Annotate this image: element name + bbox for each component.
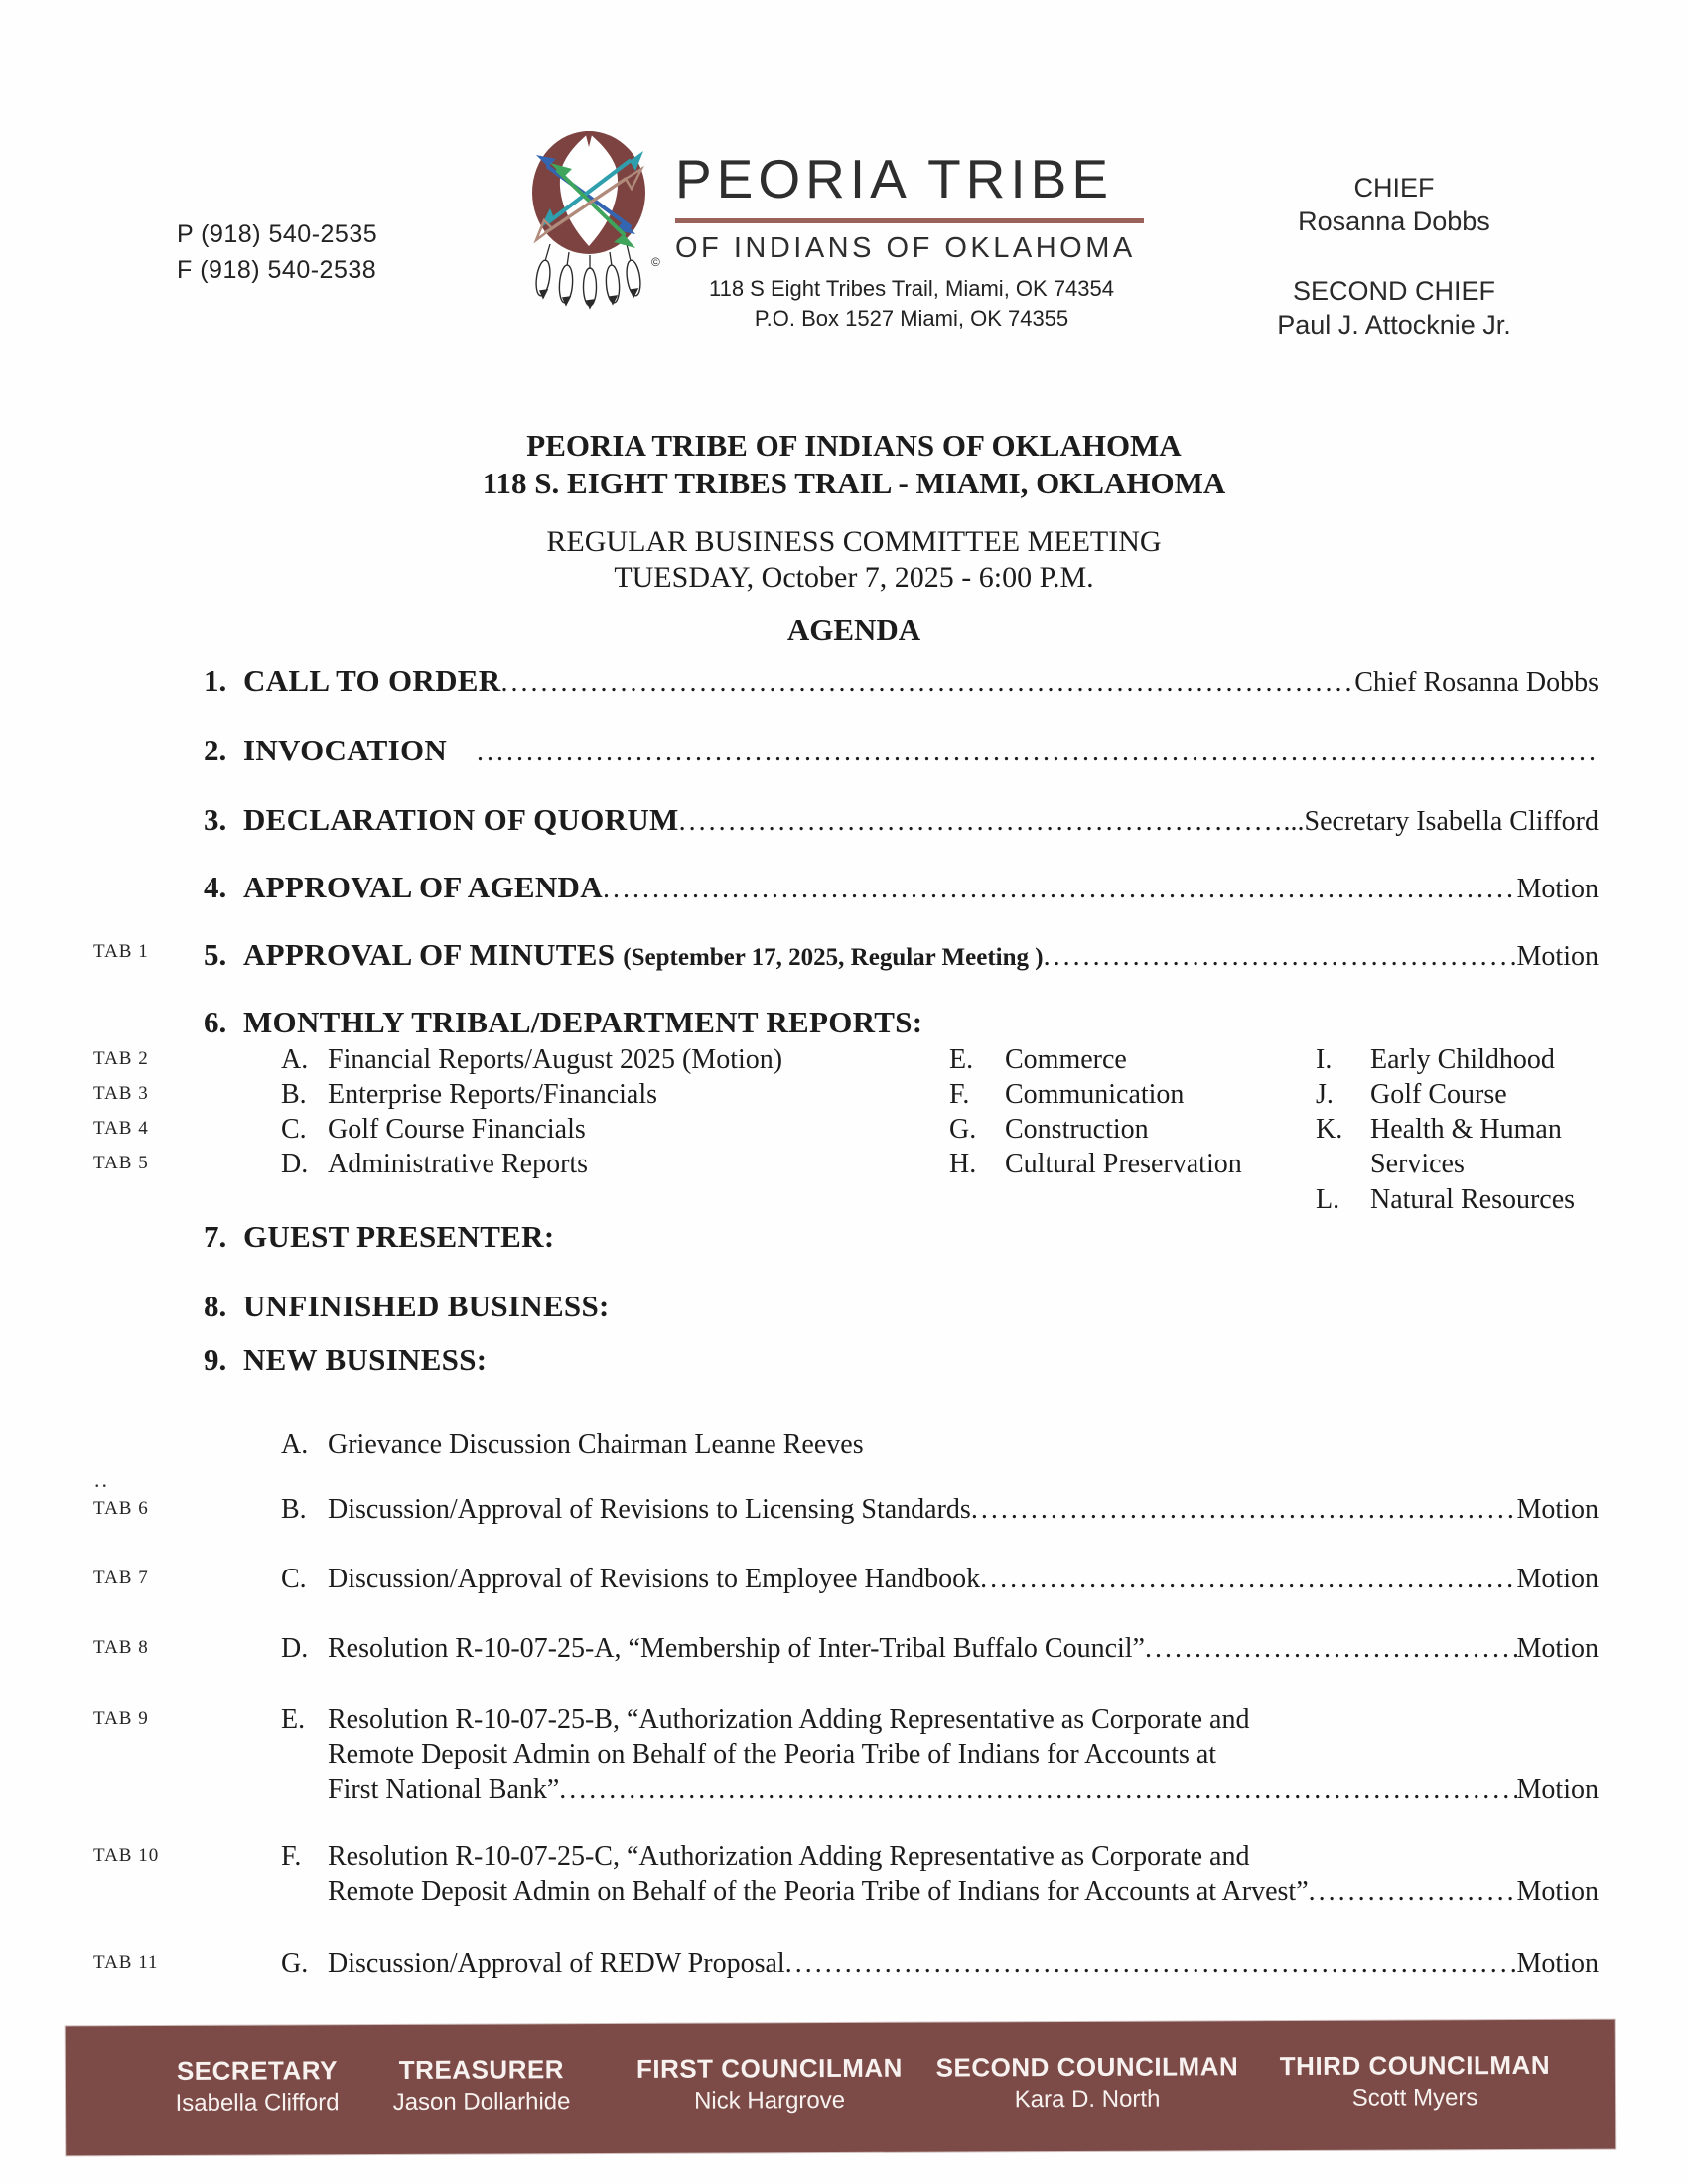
new-business-item-f [281, 1842, 1599, 1873]
item-number: 3. [204, 802, 227, 837]
subitem-text-line2: Remote Deposit Admin on Behalf of the Peoria Tribe of Indians for Accounts at Arvest” [328, 1876, 1309, 1907]
subitem-text: Discussion/Approval of Revisions to Licensing Standards [328, 1494, 971, 1525]
report-letter: L. [1316, 1184, 1340, 1215]
subitem-text: Resolution R-10-07-25-A, “Membership of Inter-Tribal Buffalo Council” [328, 1633, 1145, 1664]
officer-name: Jason Dollarhide [392, 2088, 571, 2116]
officer-title: THIRD COUNCILMAN [1279, 2049, 1551, 2082]
item-title: MONTHLY TRIBAL/DEPARTMENT REPORTS: [243, 1005, 923, 1039]
new-business-item-g [281, 1948, 1599, 1979]
report-name: Commerce [1005, 1044, 1127, 1075]
officer-third-councilman [1280, 2048, 1551, 2115]
dot-leader [1044, 941, 1517, 973]
officer-second-councilman [936, 2049, 1239, 2116]
officer-first-councilman [636, 2051, 903, 2117]
report-name: Golf Course [1370, 1079, 1507, 1110]
tab-label-1: TAB 1 [93, 941, 149, 962]
item-assignee: Motion [1516, 1494, 1599, 1525]
tab-label-5: TAB 5 [93, 1153, 149, 1173]
tab-label-4: TAB 4 [93, 1118, 149, 1139]
report-letter: G. [949, 1114, 977, 1145]
dot-leader [500, 667, 1354, 699]
reports-row-4 [204, 1149, 1599, 1184]
chief-title: CHIEF [1353, 173, 1435, 203]
doc-title-line1: PEORIA TRIBE OF INDIANS OF OKLAHOMA [526, 428, 1182, 463]
agenda-item-3 [204, 802, 1599, 838]
item-title: APPROVAL OF MINUTES [243, 937, 616, 972]
tab-label-8: TAB 8 [93, 1637, 149, 1658]
document-title-block [10, 427, 1688, 502]
feathers [534, 259, 642, 308]
item-number: 2. [204, 733, 227, 767]
item-assignee: Motion [1516, 1633, 1599, 1664]
item-assignee: Motion [1516, 941, 1599, 972]
doc-title-line2: 118 S. EIGHT TRIBES TRAIL - MIAMI, OKLAHOMA [482, 466, 1226, 500]
report-letter: B. [281, 1079, 307, 1110]
item-number: 6. [204, 1005, 227, 1039]
item-number: 5. [204, 937, 227, 972]
report-name: Enterprise Reports/Financials [328, 1079, 658, 1110]
item-subtitle: (September 17, 2025, Regular Meeting ) [623, 944, 1044, 971]
tribe-subtitle: OF INDIANS OF OKLAHOMA [675, 232, 1136, 264]
item-title: CALL TO ORDER [243, 663, 501, 698]
officer-title: TREASURER [398, 2054, 565, 2085]
item-title: GUEST PRESENTER: [243, 1219, 555, 1254]
officer-name: Nick Hargrove [693, 2086, 846, 2115]
meeting-datetime: TUESDAY, October 7, 2025 - 6:00 P.M. [614, 561, 1094, 594]
item-assignee: Chief Rosanna Dobbs [1354, 667, 1599, 698]
dot-leader [1309, 1876, 1517, 1908]
subitem-letter: D. [281, 1633, 309, 1664]
second-chief-name: Paul J. Attocknie Jr. [1277, 310, 1511, 340]
new-business-item-c [281, 1564, 1599, 1595]
report-letter: A. [281, 1044, 309, 1075]
officer-treasurer [392, 2052, 570, 2118]
report-name: Cultural Preservation [1005, 1149, 1242, 1179]
item-number: 9. [204, 1342, 227, 1377]
subitem-text: Discussion/Approval of Revisions to Employee Handbook [328, 1564, 981, 1594]
item-assignee: Motion [1516, 1564, 1599, 1594]
item-assignee: Motion [1516, 1876, 1599, 1907]
reports-row-2 [204, 1079, 1599, 1115]
item-assignee: Motion [1516, 874, 1599, 904]
agenda-item-4 [204, 870, 1599, 905]
report-letter: E. [949, 1044, 974, 1075]
tab-label-10: TAB 10 [93, 1845, 160, 1866]
item-title: INVOCATION [243, 733, 448, 767]
reports-row-1 [204, 1044, 1599, 1080]
new-business-item-b [281, 1494, 1599, 1526]
item-assignee: ...Secretary Isabella Clifford [1283, 806, 1599, 837]
subitem-letter: G. [281, 1948, 309, 1979]
new-business-item-a [281, 1430, 1599, 1461]
report-letter: H. [949, 1149, 977, 1179]
officer-name: Kara D. North [1014, 2085, 1161, 2114]
item-number: 4. [204, 870, 227, 904]
agenda-heading: AGENDA [786, 613, 921, 647]
wordmark-divider [675, 218, 1144, 223]
tab-label-7: TAB 7 [93, 1568, 149, 1588]
officer-title: SECOND COUNCILMAN [935, 2051, 1239, 2083]
agenda-item-8 [204, 1289, 1599, 1324]
officers-footer-band [66, 2020, 1616, 2156]
agenda-item-2 [204, 733, 1599, 768]
item-number: 8. [204, 1289, 227, 1323]
report-name: Golf Course Financials [328, 1114, 586, 1145]
dot-leader [477, 737, 1599, 768]
subitem-text-line3: First National Bank” [328, 1774, 560, 1805]
report-name: Financial Reports/August 2025 (Motion) [328, 1044, 783, 1075]
tab-label-9: TAB 9 [93, 1708, 149, 1729]
report-name: Early Childhood [1370, 1044, 1555, 1075]
subitem-letter: E. [281, 1705, 306, 1735]
report-letter: C. [281, 1114, 307, 1145]
subitem-text-line1: Resolution R-10-07-25-B, “Authorization Adding Representative as Corporate and [328, 1705, 1250, 1735]
tab-label-11: TAB 11 [93, 1952, 159, 1973]
report-name: Health & Human [1370, 1114, 1562, 1145]
subitem-letter: F. [281, 1842, 302, 1872]
subitem-letter: A. [281, 1430, 309, 1460]
peoria-tribe-seal-icon [512, 117, 701, 326]
dot-leader [679, 806, 1284, 838]
street-address: 118 S Eight Tribes Trail, Miami, OK 74354 [709, 276, 1114, 301]
report-letter: D. [281, 1149, 309, 1179]
dot-leader [1145, 1633, 1517, 1665]
report-letter: I. [1316, 1044, 1333, 1075]
item-title: UNFINISHED BUSINESS: [243, 1289, 610, 1323]
copyright-mark: © [651, 255, 660, 269]
subitem-letter: B. [281, 1494, 307, 1525]
dot-leader [980, 1564, 1516, 1595]
report-name: Construction [1005, 1114, 1149, 1145]
report-name: Services [1370, 1149, 1465, 1179]
reports-row-3 [204, 1114, 1599, 1150]
agenda-item-6 [204, 1005, 1599, 1040]
subitem-text-line2: Remote Deposit Admin on Behalf of the Peoria Tribe of Indians for Accounts at [328, 1739, 1217, 1770]
second-chief-title: SECOND CHIEF [1292, 276, 1496, 306]
report-name: Natural Resources [1370, 1184, 1576, 1215]
chief-name: Rosanna Dobbs [1298, 206, 1490, 236]
new-business-item-e-line3 [328, 1774, 1599, 1806]
phone-number: P (918) 540-2535 [177, 220, 378, 248]
item-assignee: Motion [1516, 1774, 1599, 1805]
report-name: Communication [1005, 1079, 1185, 1110]
dot-leader [785, 1948, 1517, 1979]
agenda-item-9 [204, 1342, 1599, 1378]
po-box-address: P.O. Box 1527 Miami, OK 74355 [754, 306, 1069, 331]
new-business-item-e-line2 [328, 1739, 1599, 1771]
item-title: NEW BUSINESS: [243, 1342, 488, 1377]
reports-row-5 [204, 1184, 1599, 1220]
letterhead-wordmark [675, 147, 1148, 334]
tab-label-6: TAB 6 [93, 1498, 149, 1519]
agenda-item-7 [204, 1219, 1599, 1255]
meeting-info-block [10, 524, 1688, 596]
subitem-letter: C. [281, 1564, 307, 1594]
report-name: Administrative Reports [328, 1149, 589, 1179]
dot-leader [971, 1494, 1517, 1526]
subitem-text: Discussion/Approval of REDW Proposal [328, 1948, 785, 1979]
item-title: APPROVAL OF AGENDA [243, 870, 603, 904]
report-letter: J. [1316, 1079, 1334, 1110]
meeting-type: REGULAR BUSINESS COMMITTEE MEETING [546, 525, 1162, 558]
agenda-item-1 [204, 663, 1599, 699]
new-business-item-f-line2 [328, 1876, 1599, 1908]
fax-number: F (918) 540-2538 [177, 256, 377, 284]
chiefs-block [1277, 171, 1511, 341]
dot-leader [603, 874, 1517, 905]
officer-name: Isabella Clifford [175, 2089, 340, 2116]
item-number: 7. [204, 1219, 227, 1254]
subitem-text-line1: Resolution R-10-07-25-C, “Authorization Adding Representative as Corporate and [328, 1842, 1250, 1872]
officer-secretary [175, 2053, 339, 2119]
officer-name: Scott Myers [1351, 2084, 1478, 2112]
new-business-item-e [281, 1705, 1599, 1736]
spacer [1277, 238, 1511, 274]
stray-scan-mark: .. [94, 1467, 109, 1492]
tribe-name: PEORIA TRIBE [675, 148, 1114, 209]
phone-fax-block [177, 216, 377, 288]
dot-leader [559, 1774, 1516, 1806]
report-letter: F. [949, 1079, 970, 1110]
item-title: DECLARATION OF QUORUM [243, 802, 679, 837]
subitem-text: Grievance Discussion Chairman Leanne Reeves [328, 1430, 864, 1460]
tab-label-3: TAB 3 [93, 1083, 149, 1104]
report-letter: K. [1316, 1114, 1343, 1145]
new-business-item-d [281, 1633, 1599, 1665]
item-assignee: Motion [1516, 1948, 1599, 1979]
agenda-item-5 [204, 937, 1599, 973]
officer-title: FIRST COUNCILMAN [635, 2052, 903, 2084]
tab-label-2: TAB 2 [93, 1048, 149, 1069]
officer-title: SECRETARY [176, 2055, 338, 2086]
item-number: 1. [204, 663, 227, 698]
